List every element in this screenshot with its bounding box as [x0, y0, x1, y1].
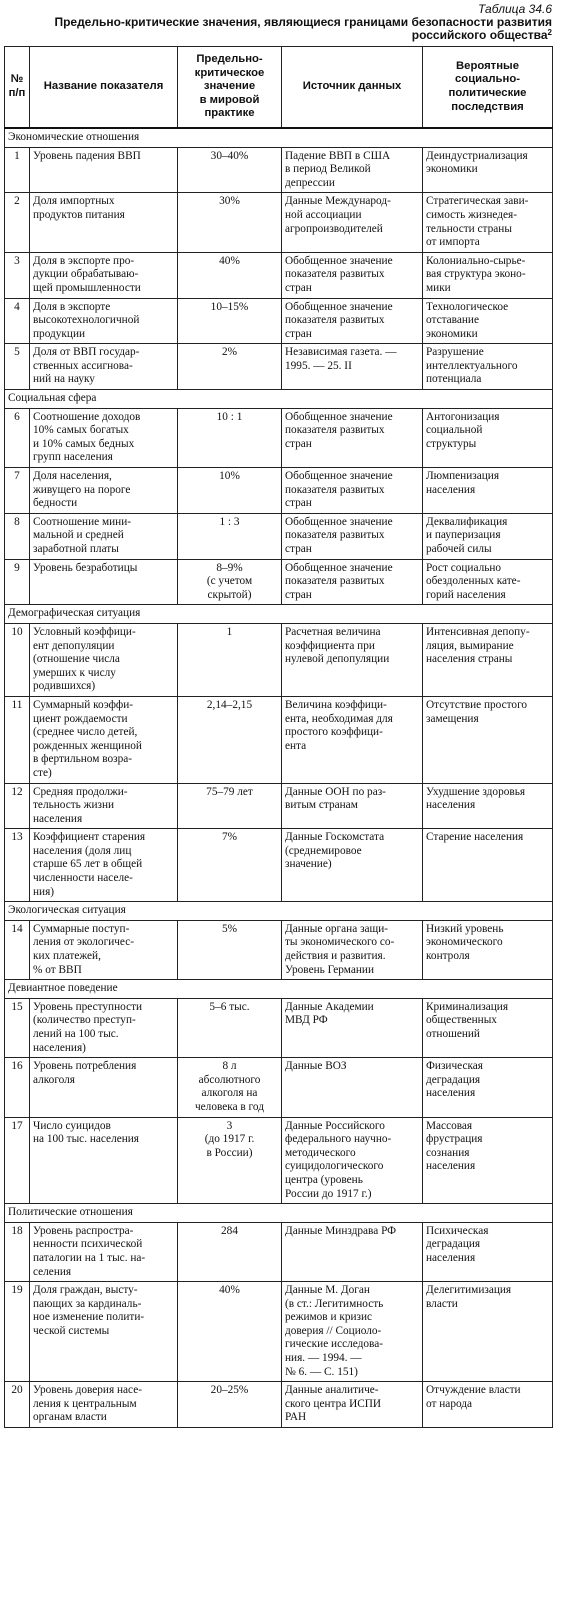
section-title: Демографическая ситуация [5, 605, 553, 624]
data-source: Обобщенное значение показателя развитых стран [282, 298, 423, 344]
section-row [5, 390, 553, 409]
table-row [5, 783, 553, 829]
threshold-value: 1 [178, 623, 282, 696]
row-number: 2 [5, 193, 30, 252]
consequence: Криминализация общественных отношений [423, 998, 553, 1057]
indicator-name: Соотношение мини- мальной и средней заработной платы [30, 513, 178, 559]
row-number: 9 [5, 559, 30, 605]
data-source: Обобщенное значение показателя развитых стран [282, 468, 423, 514]
indicator-name: Уровень падения ВВП [30, 147, 178, 193]
table-header-row [5, 47, 553, 128]
table-row [5, 998, 553, 1057]
table-row [5, 696, 553, 783]
data-source: Обобщенное значение показателя развитых стран [282, 252, 423, 298]
indicator-name: Число суицидов на 100 тыс. населения [30, 1117, 178, 1204]
table-row [5, 147, 553, 193]
table-row [5, 920, 553, 979]
data-source: Данные Академии МВД РФ [282, 998, 423, 1057]
section-row [5, 1204, 553, 1223]
document-page [4, 0, 552, 1428]
section-title: Экологическая ситуация [5, 902, 553, 921]
data-source: Данные ВОЗ [282, 1058, 423, 1117]
table-row [5, 252, 553, 298]
table-title-line1: Предельно-критические значения, являющиеся границами безопасности развития [54, 15, 552, 29]
row-number: 13 [5, 829, 30, 902]
table-row [5, 468, 553, 514]
row-number: 16 [5, 1058, 30, 1117]
indicator-name: Соотношение доходов 10% самых богатых и 10% самых бедных групп населения [30, 408, 178, 467]
indicator-name: Доля граждан, высту- пающих за кардиналь- ное изменение полити- ческой системы [30, 1282, 178, 1382]
criteria-table [4, 46, 553, 1428]
data-source: Расчетная величина коэффициента при нулевой депопуляции [282, 623, 423, 696]
indicator-name: Коэффициент старения населения (доля лиц старше 65 лет в общей численности населе- ния) [30, 829, 178, 902]
threshold-value: 10% [178, 468, 282, 514]
indicator-name: Уровень распростра- ненности психической паталогии на 1 тыс. на- селения [30, 1222, 178, 1281]
row-number: 5 [5, 344, 30, 390]
indicator-name: Суммарные поступ- ления от экологичес- ких платежей, % от ВВП [30, 920, 178, 979]
row-number: 18 [5, 1222, 30, 1281]
table-row [5, 344, 553, 390]
consequence: Антогонизация социальной структуры [423, 408, 553, 467]
data-source: Данные Российского федерального научно- методического суицидологического центра (уровень России до 1917 г.) [282, 1117, 423, 1204]
threshold-value: 75–79 лет [178, 783, 282, 829]
section-title: Политические отношения [5, 1204, 553, 1223]
section-title: Экономические отношения [5, 128, 553, 147]
table-row [5, 1382, 553, 1428]
consequence: Отчуждение власти от народа [423, 1382, 553, 1428]
indicator-name: Средняя продолжи- тельность жизни населения [30, 783, 178, 829]
row-number: 8 [5, 513, 30, 559]
header-threshold: Предельно- критическое значение в мировой практике [178, 47, 282, 128]
table-row [5, 1058, 553, 1117]
threshold-value: 10 : 1 [178, 408, 282, 467]
consequence: Делегитимизация власти [423, 1282, 553, 1382]
threshold-value: 8 л абсолютного алкоголя на человека в год [178, 1058, 282, 1117]
consequence: Стратегическая зави- симость жизнедея- тельности страны от импорта [423, 193, 553, 252]
indicator-name: Доля населения, живущего на пороге бедности [30, 468, 178, 514]
consequence: Люмпенизация населения [423, 468, 553, 514]
table-row [5, 298, 553, 344]
threshold-value: 40% [178, 1282, 282, 1382]
row-number: 10 [5, 623, 30, 696]
data-source: Падение ВВП в США в период Великой депрессии [282, 147, 423, 193]
row-number: 15 [5, 998, 30, 1057]
data-source: Независимая газета. — 1995. — 25. II [282, 344, 423, 390]
data-source: Обобщенное значение показателя развитых стран [282, 559, 423, 605]
indicator-name: Уровень потребления алкоголя [30, 1058, 178, 1117]
section-row [5, 128, 553, 147]
indicator-name: Уровень доверия насе- ления к центральным органам власти [30, 1382, 178, 1428]
table-row [5, 829, 553, 902]
data-source: Данные органа защи- ты экономического со- действия и развития. Уровень Германии [282, 920, 423, 979]
row-number: 11 [5, 696, 30, 783]
data-source: Данные аналитиче- ского центра ИСПИ РАН [282, 1382, 423, 1428]
table-number: Таблица 34.6 [477, 2, 552, 16]
table-title [4, 16, 552, 42]
threshold-value: 7% [178, 829, 282, 902]
data-source: Данные Госкомстата (среднемировое значение) [282, 829, 423, 902]
threshold-value: 30% [178, 193, 282, 252]
table-row [5, 513, 553, 559]
consequence: Массовая фрустрация сознания населения [423, 1117, 553, 1204]
threshold-value: 3 (до 1917 г. в России) [178, 1117, 282, 1204]
data-source: Обобщенное значение показателя развитых стран [282, 513, 423, 559]
data-source: Данные ООН по раз- витым странам [282, 783, 423, 829]
consequence: Ухудшение здоровья населения [423, 783, 553, 829]
threshold-value: 40% [178, 252, 282, 298]
row-number: 1 [5, 147, 30, 193]
row-number: 20 [5, 1382, 30, 1428]
threshold-value: 8–9% (с учетом скрытой) [178, 559, 282, 605]
row-number: 19 [5, 1282, 30, 1382]
table-title-line2: российского общества [411, 28, 548, 42]
consequence: Рост социально обездоленных кате- горий населения [423, 559, 553, 605]
consequence: Интенсивная депопу- ляция, вымирание населения страны [423, 623, 553, 696]
consequence: Отсутствие простого замещения [423, 696, 553, 783]
data-source: Данные Минздрава РФ [282, 1222, 423, 1281]
table-body [5, 128, 553, 1428]
data-source: Обобщенное значение показателя развитых стран [282, 408, 423, 467]
consequence: Разрушение интеллектуального потенциала [423, 344, 553, 390]
data-source: Величина коэффици- ента, необходимая для простого коэффици- ента [282, 696, 423, 783]
threshold-value: 2,14–2,15 [178, 696, 282, 783]
threshold-value: 1 : 3 [178, 513, 282, 559]
threshold-value: 284 [178, 1222, 282, 1281]
section-title: Социальная сфера [5, 390, 553, 409]
indicator-name: Условный коэффици- ент депопуляции (отношение числа умерших к числу родившихся) [30, 623, 178, 696]
row-number: 3 [5, 252, 30, 298]
table-row [5, 1117, 553, 1204]
title-footnote-marker: 2 [547, 28, 552, 37]
table-row [5, 408, 553, 467]
row-number: 17 [5, 1117, 30, 1204]
header-source: Источник данных [282, 47, 423, 128]
indicator-name: Суммарный коэффи- циент рождаемости (среднее число детей, рожденных женщиной в фертильном возра- сте) [30, 696, 178, 783]
data-source: Данные Международ- ной ассоциации агропроизводителей [282, 193, 423, 252]
row-number: 14 [5, 920, 30, 979]
indicator-name: Доля импортных продуктов питания [30, 193, 178, 252]
table-row [5, 559, 553, 605]
section-row [5, 605, 553, 624]
header-number: № п/п [5, 47, 30, 128]
indicator-name: Доля в экспорте высокотехнологичной продукции [30, 298, 178, 344]
data-source: Данные М. Доган (в ст.: Легитимность режимов и кризис доверия // Социоло- гические исследова- ния. — 1994. — № 6. — С. 151) [282, 1282, 423, 1382]
row-number: 7 [5, 468, 30, 514]
section-title: Девиантное поведение [5, 980, 553, 999]
threshold-value: 5–6 тыс. [178, 998, 282, 1057]
consequence: Старение населения [423, 829, 553, 902]
consequence: Колониально-сырье- вая структура эконо- мики [423, 252, 553, 298]
row-number: 12 [5, 783, 30, 829]
header-consequences: Вероятные социально- политические последствия [423, 47, 553, 128]
table-row [5, 193, 553, 252]
consequence: Физическая деградация населения [423, 1058, 553, 1117]
row-number: 4 [5, 298, 30, 344]
threshold-value: 30–40% [178, 147, 282, 193]
table-row [5, 1222, 553, 1281]
consequence: Низкий уровень экономического контроля [423, 920, 553, 979]
threshold-value: 2% [178, 344, 282, 390]
consequence: Деиндустриализация экономики [423, 147, 553, 193]
threshold-value: 20–25% [178, 1382, 282, 1428]
section-row [5, 980, 553, 999]
indicator-name: Уровень безработицы [30, 559, 178, 605]
table-row [5, 1282, 553, 1382]
indicator-name: Уровень преступности (количество преступ- лений на 100 тыс. населения) [30, 998, 178, 1057]
section-row [5, 902, 553, 921]
indicator-name: Доля в экспорте про- дукции обрабатываю- щей промышленности [30, 252, 178, 298]
header-indicator-name: Название показателя [30, 47, 178, 128]
consequence: Технологическое отставание экономики [423, 298, 553, 344]
row-number: 6 [5, 408, 30, 467]
consequence: Деквалификация и пауперизация рабочей силы [423, 513, 553, 559]
threshold-value: 5% [178, 920, 282, 979]
consequence: Психическая деградация населения [423, 1222, 553, 1281]
table-row [5, 623, 553, 696]
threshold-value: 10–15% [178, 298, 282, 344]
indicator-name: Доля от ВВП государ- ственных ассигнова- ний на науку [30, 344, 178, 390]
